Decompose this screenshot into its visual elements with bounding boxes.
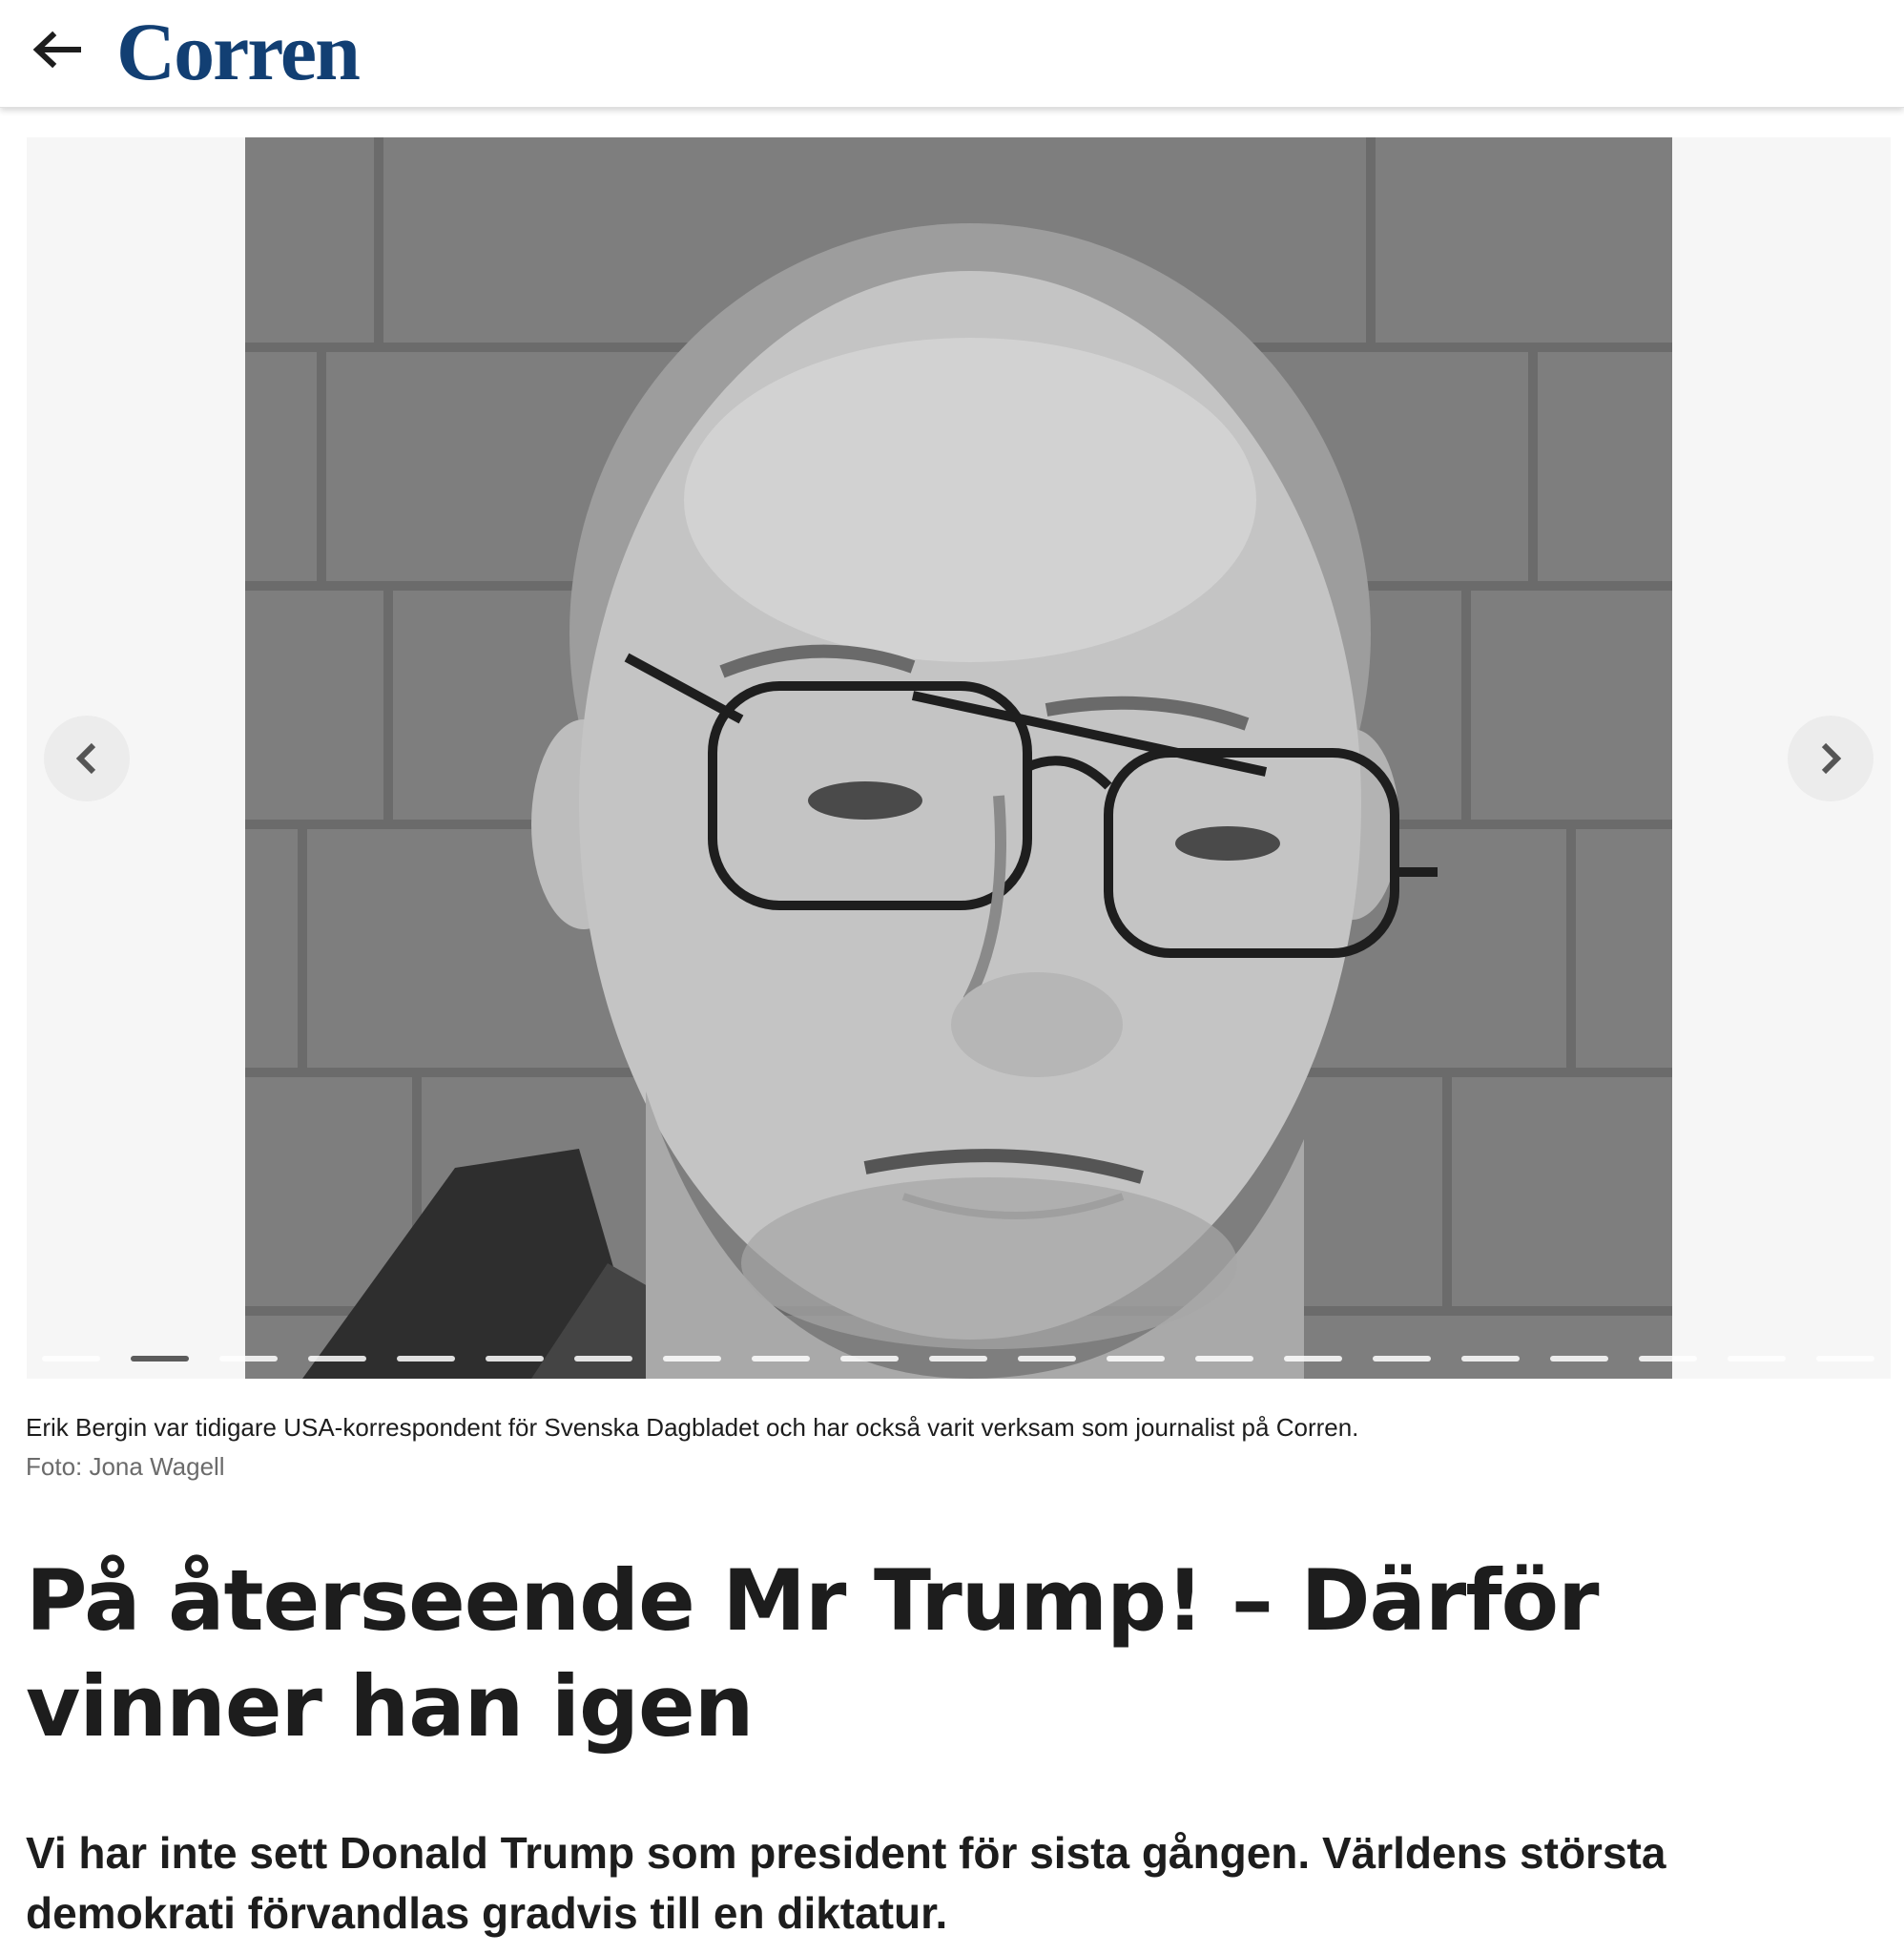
gallery-prev-button[interactable] (44, 716, 130, 801)
gallery-dot[interactable] (1728, 1356, 1786, 1362)
gallery-dot[interactable] (1195, 1356, 1253, 1362)
back-button[interactable] (23, 21, 90, 78)
article-headline: På återseende Mr Trump! – Därför vinner han igen (26, 1551, 1599, 1756)
gallery-dot[interactable] (1461, 1356, 1520, 1362)
gallery-dot[interactable] (486, 1356, 544, 1362)
gallery-dot[interactable] (42, 1356, 100, 1362)
gallery-dot[interactable] (1373, 1356, 1431, 1362)
gallery-dot[interactable] (840, 1356, 899, 1362)
gallery-dot[interactable] (1018, 1356, 1076, 1362)
gallery-dot[interactable] (752, 1356, 810, 1362)
gallery-dot[interactable] (574, 1356, 632, 1362)
gallery-dot[interactable] (1550, 1356, 1608, 1362)
top-bar (0, 0, 1904, 108)
gallery-dot[interactable] (1639, 1356, 1697, 1362)
gallery-dot[interactable] (131, 1356, 189, 1362)
article-lead: Vi har inte sett Donald Trump som president för sista gången. Världens största demokrati förvandlas gradvis till en diktatur. (26, 1828, 1666, 1938)
photo-credit: Foto: Jona Wagell (26, 1452, 225, 1481)
gallery-photo (245, 137, 1672, 1379)
gallery-dot[interactable] (308, 1356, 366, 1362)
gallery-dot[interactable] (397, 1356, 455, 1362)
gallery-dot[interactable] (219, 1356, 278, 1362)
site-logo[interactable]: Corren (116, 6, 359, 97)
portrait-illustration (245, 137, 1672, 1379)
image-caption: Erik Bergin var tidigare USA-korrespondent för Svenska Dagbladet och har också varit verksam som journalist på Corren. (26, 1413, 1359, 1442)
gallery-pagination (42, 1356, 1879, 1363)
gallery-dot[interactable] (663, 1356, 721, 1362)
gallery-next-button[interactable] (1788, 716, 1873, 801)
arrow-left-icon (31, 31, 81, 69)
gallery-dot[interactable] (1107, 1356, 1165, 1362)
gallery-dot[interactable] (1816, 1356, 1874, 1362)
chevron-left-icon (72, 739, 101, 778)
image-gallery (27, 137, 1891, 1379)
gallery-dot[interactable] (1284, 1356, 1342, 1362)
gallery-dot[interactable] (929, 1356, 987, 1362)
chevron-right-icon (1816, 739, 1845, 778)
